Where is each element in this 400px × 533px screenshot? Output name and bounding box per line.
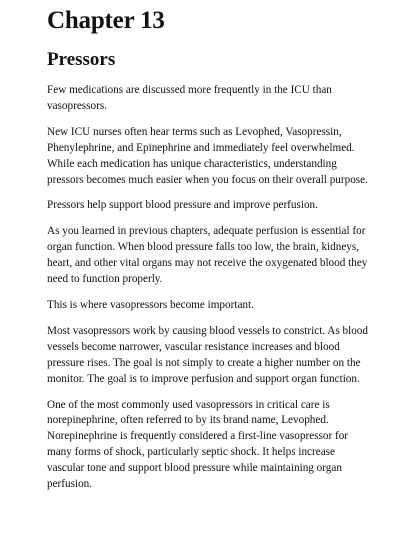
paragraph: One of the most commonly used vasopressors in critical care is norepinephrine, often referred to by its brand name, Levophed. Norepinephrine is frequently considered a first-line vasopressor for many forms of shock, particularly septic shock. It helps increase vascular tone and support blood pressure while maintaining organ perfusion. [47,398,349,491]
paragraph: Most vasopressors work by causing blood vessels to constrict. As blood vessels become narrower, vascular resistance increases and blood pressure rises. The goal is not simply to create a higher number on the monitor. The goal is to improve perfusion and support organ function. [47,324,368,385]
paragraph: New ICU nurses often hear terms such as Levophed, Vasopressin, Phenylephrine, and Epinephrine and immediately feel overwhelmed. While each medication has unique characteristics, understanding pressors becomes much easier when you focus on their overall purpose. [47,125,368,186]
chapter-title: Chapter 13 [47,7,165,34]
body-text [47,83,375,503]
section-title: Pressors [47,49,116,70]
paragraph: Pressors help support blood pressure and improve perfusion. [47,199,318,212]
paragraph: Few medications are discussed more frequently in the ICU than vasopressors. [47,84,332,112]
paragraph: As you learned in previous chapters, adequate perfusion is essential for organ function. When blood pressure falls too low, the brain, kidneys, heart, and other vital organs may not receive the oxygenated blood they need to function properly. [47,225,368,286]
paragraph: This is where vasopressors become important. [47,298,254,311]
